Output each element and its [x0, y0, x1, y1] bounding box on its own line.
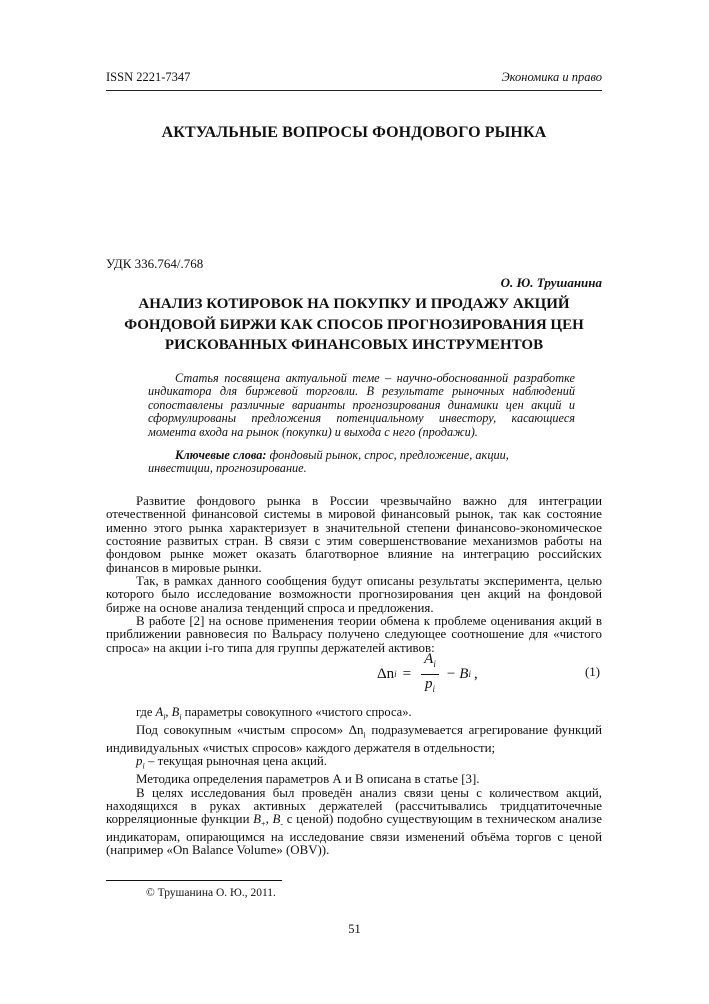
keywords [148, 449, 575, 476]
article-title-line: ФОНДОВОЙ БИРЖИ КАК СПОСОБ ПРОГНОЗИРОВАНИЯ ЦЕН [124, 316, 584, 333]
formula-fraction: $\frac{A_i}{p_i}$ [421, 651, 439, 698]
formula-number: (1) [584, 665, 600, 679]
article-title-line: РИСКОВАННЫХ ФИНАНСОВЫХ ИНСТРУМЕНТОВ [164, 337, 544, 353]
article-title [106, 294, 602, 356]
article-title-line: АНАЛИЗ КОТИРОВОК НА ПОКУПКУ И ПРОДАЖУ АКЦИЙ [138, 296, 570, 312]
paragraph: $p_i$ – текущая рыночная цена акций. [136, 754, 327, 771]
body-text-2 [106, 724, 602, 858]
section-title: АКТУАЛЬНЫЕ ВОПРОСЫ ФОНДОВОГО РЫНКА [161, 124, 547, 141]
formula-1 [106, 651, 602, 697]
paragraph: Так, в рамках данного сообщения будут описаны результаты эксперимента, целью которого было исследование возможности прогнозирования цен акций на фондовой бирже на основе анализа тенденций спроса и предложения. [106, 574, 602, 615]
keywords-label: Ключевые слова: [175, 448, 267, 462]
udk-code: УДК 336.764/.768 [106, 256, 204, 271]
issn: ISSN 2221-7347 [106, 70, 191, 84]
formula-lhs: Δn [377, 665, 395, 682]
paragraph: Развитие фондового рынка в России чрезвычайно важно для интеграции отечественной финансовой системы в мировой финансовый рынок, так как состояние именно этого рынка характеризует в значительной степени финансово-экономическое состояние развитых стран. В связи с этим совершенствование механизмов работы на фондовом рынке может оказать благотворное влияние на интеграцию российских финансов в мировые рынки. [106, 494, 602, 575]
paragraph: В работе [2] на основе применения теории обмена к проблеме оценивания акций в приближении равновесия по Вальрасу получено следующее соотношение для «чистого спроса» на акции i-го типа для группы держателей активов: [106, 614, 602, 655]
footnote-rule [106, 880, 282, 881]
paragraph: В целях исследования был проведён анализ связи цены с количеством акций, находящихся в руках активных держателей (рассчитывались тридцатиточечные корреляционные функции $B_+$, $B_-$ с ценой) подобно существующим в техническом анализе индикаторам, опирающимся на исследование связи изменений объёма торгов с ценой (например «On Balance Volume» (OBV)). [106, 785, 602, 858]
formula-where: где $A_i$, $B_i$ параметры совокупного «чистого спроса». [136, 705, 412, 722]
body-text-1 [106, 495, 602, 655]
paragraph: Под совокупным «чистым спросом» $\Delta n_i$ подразумевается агрегирование функций индивидуальных «чистых спросов» каждого держателя в отдельности; [106, 723, 602, 755]
copyright-footnote: © Трушанина О. Ю., 2011. [146, 887, 276, 899]
header-rule [106, 90, 602, 91]
journal-name: Экономика и право [501, 70, 602, 84]
formula-expression: Δn i = $\frac{A_i}{p_i}$ − B i , [377, 651, 478, 697]
author: О. Ю. Трушанина [500, 275, 602, 290]
page-number: 51 [348, 922, 361, 936]
paragraph: Методика определения параметров А и В описана в статье [3]. [136, 772, 480, 787]
abstract-text: Статья посвящена актуальной теме – научно-обоснованной разработке индикатора для биржевой торговли. В результате рыночных наблюдений сопоставлены различные варианты прогнозирования динамики цен акций и сформулированы предложения потенциальному инвестору, касающиеся момента входа на рынок (покупки) и выхода с него (продажи). [148, 371, 575, 439]
keywords-text: фондовый рынок, спрос, предложение, акции, инвестиции, прогнозирование. [148, 448, 509, 476]
abstract [148, 372, 575, 439]
